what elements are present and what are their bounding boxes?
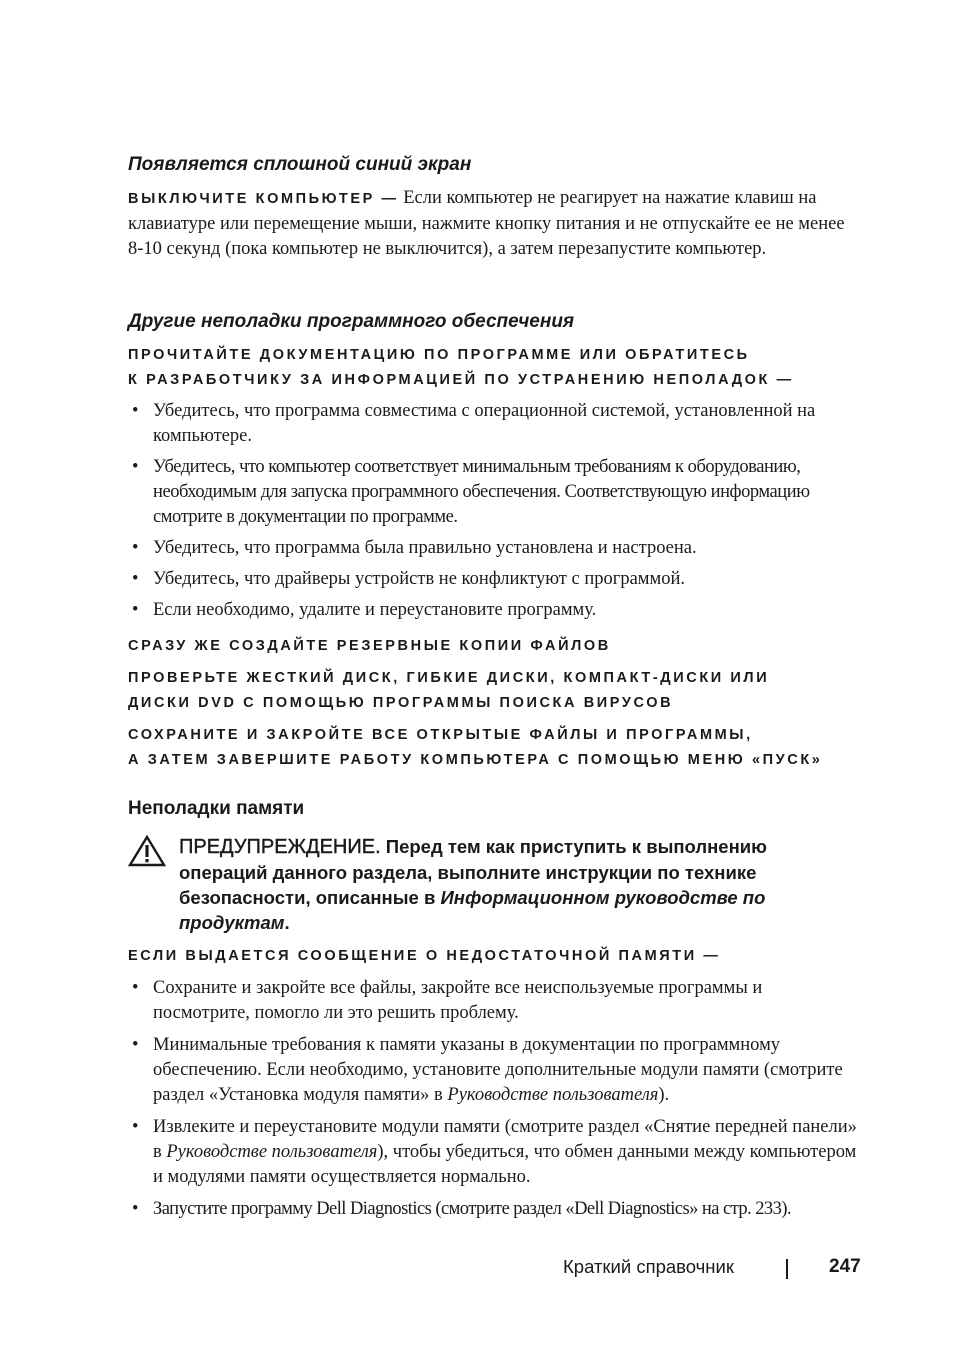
- page-number: 247: [829, 1256, 861, 1277]
- lead-save-line2: А ЗАТЕМ ЗАВЕРШИТЕ РАБОТУ КОМПЬЮТЕРА С ПОМОЩЬЮ МЕНЮ «ПУСК»: [128, 752, 823, 768]
- lead-low-memory: ЕСЛИ ВЫДАЕТСЯ СООБЩЕНИЕ О НЕДОСТАТОЧНОЙ ПАМЯТИ —: [128, 948, 721, 964]
- warning-body: Перед тем как приступить к выполнению операций данного раздела, выполните инструкции по технике безопасности, описанные в: [179, 836, 767, 908]
- bullet-glyph: •: [132, 978, 139, 998]
- lead-scan-line1: ПРОВЕРЬТЕ ЖЕСТКИЙ ДИСК, ГИБКИЕ ДИСКИ, КОМПАКТ-ДИСКИ ИЛИ: [128, 670, 770, 686]
- heading-other-software: Другие неполадки программного обеспечения: [128, 311, 575, 332]
- list-item-text: Сохраните и закройте все файлы, закройте все неиспользуемые программы и посмотрите, помогло ли это решить проблему.: [153, 978, 763, 1023]
- list-item-text-end: ).: [658, 1085, 670, 1105]
- list-item-text: Минимальные требования к памяти указаны в документации по программному обеспечению. Если необходимо, установите дополнительные модули памяти (смотрите раздел «Установка модуля памяти» в: [153, 1035, 843, 1105]
- lead-read-docs-line1: ПРОЧИТАЙТЕ ДОКУМЕНТАЦИЮ ПО ПРОГРАММЕ ИЛИ ОБРАТИТЕСЬ: [128, 347, 750, 363]
- list-item-text: Извлеките и переустановите модули памяти (смотрите раздел «Снятие передней панели» в: [153, 1117, 857, 1162]
- warning-italic-ref: Информационном руководстве по продуктам: [179, 887, 766, 933]
- lead-read-docs-line2: К РАЗРАБОТЧИКУ ЗА ИНФОРМАЦИЕЙ ПО УСТРАНЕНИЮ НЕПОЛАДОК —: [128, 372, 794, 388]
- heading-blue-screen: Появляется сплошной синий экран: [128, 154, 472, 175]
- list-item-text: Если необходимо, удалите и переустановите программу.: [153, 600, 597, 620]
- lead-turn-off: ВЫКЛЮЧИТЕ КОМПЬЮТЕР —: [128, 191, 399, 207]
- list-item: [128, 536, 858, 561]
- list-item: [128, 399, 858, 449]
- heading-memory: Неполадки памяти: [128, 798, 305, 819]
- list-item: [128, 976, 858, 1026]
- warning-text: [179, 834, 859, 935]
- lead-scan-line2: ДИСКИ DVD С ПОМОЩЬЮ ПРОГРАММЫ ПОИСКА ВИРУСОВ: [128, 695, 674, 711]
- footer-separator: [786, 1259, 788, 1279]
- list-item-text: Убедитесь, что программа совместима с операционной системой, установленной на компьютере.: [153, 401, 816, 446]
- bullet-glyph: •: [132, 600, 139, 620]
- footer-title: Краткий справочник: [563, 1256, 734, 1277]
- list-item-text: Убедитесь, что программа была правильно установлена и настроена.: [153, 538, 697, 558]
- bullet-glyph: •: [132, 457, 139, 477]
- list-item: [128, 1033, 858, 1108]
- bullet-glyph: •: [132, 538, 139, 558]
- bullet-glyph: •: [132, 569, 139, 589]
- list-item-text: Убедитесь, что драйверы устройств не конфликтуют с программой.: [153, 569, 685, 589]
- list-item: [128, 1197, 858, 1222]
- bullet-glyph: •: [132, 401, 139, 421]
- list-item-italic: Руководстве пользователя: [447, 1085, 659, 1105]
- list-item: [128, 598, 858, 623]
- list-item: [128, 455, 858, 530]
- list-item: [128, 1115, 858, 1190]
- warning-end: .: [284, 912, 290, 933]
- software-bullet-list: [128, 399, 858, 623]
- warning-triangle-icon: [128, 835, 166, 867]
- bullet-glyph: •: [132, 1117, 139, 1137]
- lead-save-line1: СОХРАНИТЕ И ЗАКРОЙТЕ ВСЕ ОТКРЫТЫЕ ФАЙЛЫ И ПРОГРАММЫ,: [128, 727, 753, 743]
- list-item-text: Убедитесь, что компьютер соответствует минимальным требованиям к оборудованию, необходимым для запуска программного обеспечения. Соответствующую информацию смотрите в документации по программе.: [153, 457, 810, 527]
- bullet-glyph: •: [132, 1199, 138, 1219]
- memory-bullet-list: [128, 976, 858, 1222]
- bullet-glyph: •: [132, 1035, 139, 1055]
- warning-title: ПРЕДУПРЕЖДЕНИЕ.: [179, 836, 381, 858]
- text-turn-off: Если компьютер не реагирует на нажатие клавиш на клавиатуре или перемещение мыши, нажмите кнопку питания и не отпускайте ее не менее 8-10 секунд (пока компьютер не выключится), а затем перезапустите компьютер.: [128, 188, 845, 259]
- paragraph-blue-screen: [128, 186, 858, 262]
- list-item: [128, 567, 858, 592]
- list-item-text-end: ), чтобы убедиться, что обмен данными между компьютером и модулями памяти осуществляется нормально.: [153, 1142, 857, 1187]
- lead-backup: СРАЗУ ЖЕ СОЗДАЙТЕ РЕЗЕРВНЫЕ КОПИИ ФАЙЛОВ: [128, 638, 611, 654]
- list-item-italic: Руководстве пользователя: [166, 1142, 378, 1162]
- list-item-text: Запустите программу Dell Diagnostics (смотрите раздел «Dell Diagnostics» на стр. 233).: [153, 1199, 792, 1219]
